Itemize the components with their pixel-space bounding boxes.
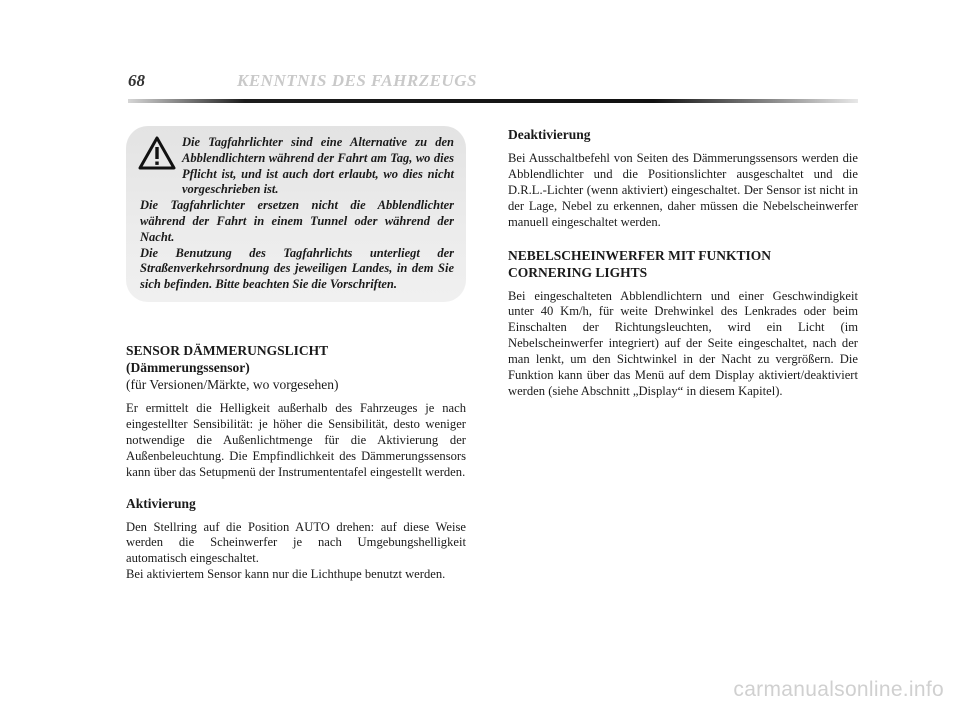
right-column xyxy=(508,126,858,400)
sensor-heading-line2: (Dämmerungssensor) xyxy=(126,360,250,375)
nebel-body: Bei eingeschalteten Abblendlichtern und einer Geschwindigkeit unter 40 Km/h, für weite Drehwinkel des Lenkrades oder beim Einschalten der Richtungsleuchten, wird ein Licht (im Nebelscheinwerfer integriert) auf der Seite eingeschaltet, nach der man lenkt, um den Sichtwinkel in der Nacht zu vergrößern. Die Funktion kann über das Menü auf dem Display aktiviert/deaktiviert werden (siehe Abschnitt „Display“ in diesem Kapitel). xyxy=(508,288,858,398)
aktivierung-body-1: Den Stellring auf die Position AUTO drehen: auf diese Weise werden die Scheinwerfer je nach Umgebungshelligkeit automatisch eingeschaltet. xyxy=(126,519,466,566)
warning-lead: Die Tagfahrlichter sind eine Alternative zu den Abblendlichtern während der Fahrt am Tag, wo dies Pflicht ist, und ist auch dort erlaubt, wo dies nicht vorgeschrieben ist. xyxy=(182,135,454,197)
running-title: KENNTNIS DES FAHRZEUGS xyxy=(237,71,477,90)
header-rule xyxy=(128,99,858,103)
deaktivierung-heading: Deaktivierung xyxy=(508,127,591,142)
warning-para-tunnel: Die Tagfahrlichter ersetzen nicht die Abblendlichter während der Fahrt in einem Tunnel oder während der Nacht. xyxy=(140,198,454,244)
aktivierung-heading: Aktivierung xyxy=(126,495,196,511)
warning-text xyxy=(140,135,454,293)
sensor-subheading: (für Versionen/Märkte, wo vorgesehen) xyxy=(126,377,339,392)
warning-box xyxy=(126,126,466,302)
sensor-heading-line1: SENSOR DÄMMERUNGSLICHT xyxy=(126,343,329,358)
sensor-body: Er ermittelt die Helligkeit außerhalb des Fahrzeuges je nach eingestellter Sensibilität: je höher die Sensibilität, desto weniger notwendige die Außenlichtmenge für die Aktivierung der Außenbeleuchtung. Die Empfindlichkeit des Dämmerungssensors kann über das Setupmenü der Instrumententafel eingestellt werden. xyxy=(126,401,466,479)
page-number: 68 xyxy=(128,71,145,90)
warning-para-rules: Die Benutzung des Tagfahrlichts unterliegt der Straßenverkehrsordnung des jeweiligen Landes, in dem Sie sich befinden. Bitte beachten Sie die Vorschriften. xyxy=(140,245,454,292)
nebel-heading xyxy=(508,247,858,281)
deaktivierung-body: Bei Ausschaltbefehl von Seiten des Dämmerungssensors werden die Abblendlichter und die Positionslichter ausgeschaltet und die D.R.L.-Lichter (wenn aktiviert) eingeschaltet. Der Sensor ist nicht in der Lage, Nebel zu erkennen, daher müssen die Nebelscheinwerfer manuell eingeschaltet werden. xyxy=(508,151,858,229)
warning-triangle-icon xyxy=(138,136,176,170)
left-column xyxy=(126,126,466,583)
nebel-heading-line2: CORNERING LIGHTS xyxy=(508,264,648,280)
sensor-heading xyxy=(126,342,466,393)
watermark: carmanualsonline.info xyxy=(733,678,944,701)
nebel-heading-line1: NEBELSCHEINWERFER MIT FUNKTION xyxy=(508,247,772,263)
aktivierung-body-2: Bei aktiviertem Sensor kann nur die Lichthupe benutzt werden. xyxy=(126,567,446,582)
